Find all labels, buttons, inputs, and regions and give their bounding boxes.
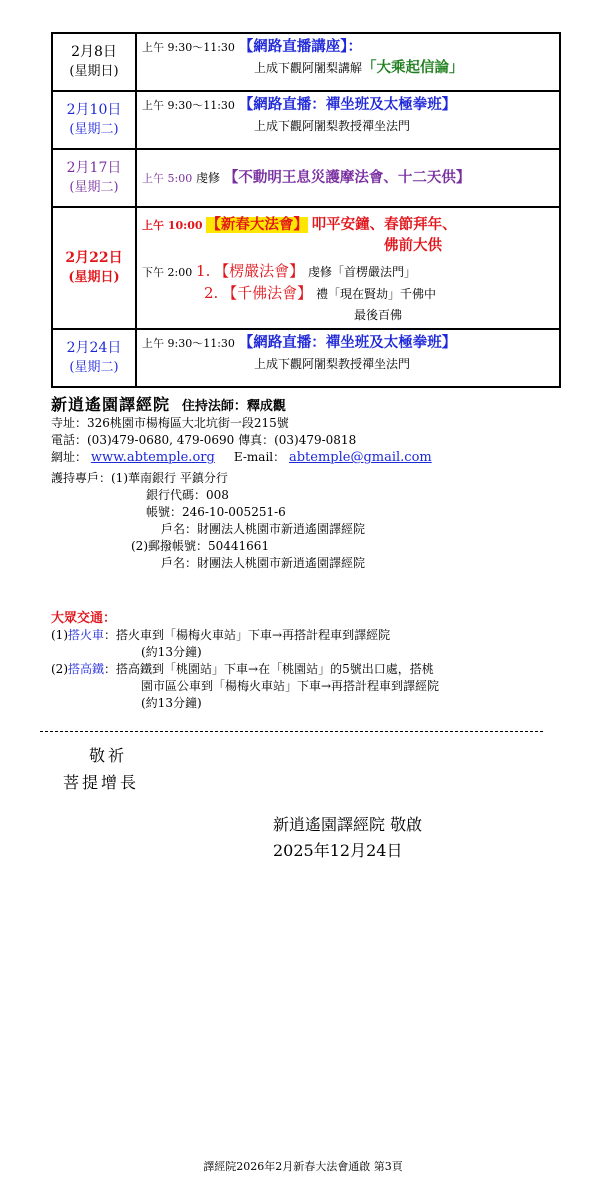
event-cell [137,208,559,328]
event-time: 上午 9:30～11:30 [142,99,235,112]
event-cell [137,92,559,148]
weekday: (星期二) [69,360,119,375]
event-sub-highlight: 「大乘起信論」 [362,60,464,76]
event-verb: 虔修 [196,170,221,185]
closing-line-1: 敬祈 [89,746,128,765]
schedule-table [51,32,561,388]
date-cell [53,208,137,328]
event-time: 上午 5:00 [142,171,193,185]
bank-code: 銀行代碼：008 [146,488,229,502]
web-label: 網址： [51,450,88,464]
transport-section [51,610,557,712]
signature: 新逍遙園譯經院 敬啟 [273,815,423,834]
account-number: 帳號：246-10-005251-6 [146,505,286,519]
date: 2月22日 [65,250,123,266]
weekday: (星期二) [69,180,119,195]
item-text: 禮「現在賢劫」千佛中 [315,287,436,301]
item-text: 虔修「首楞嚴法門」 [308,265,417,279]
email-label: E-mail： [233,450,286,464]
schedule-row [53,330,559,386]
item-number: 1. [196,262,211,280]
signature-date: 2025年12月24日 [273,841,403,860]
hsr-line [51,661,557,678]
hsr-label: 搭高鐵 [68,662,105,676]
event-cell [137,34,559,90]
event-title: 【網路直播：禪坐班及太極拳班】 [238,97,457,113]
date-cell [53,150,137,206]
event-sub [142,58,554,78]
weekday: (星期日) [69,64,119,79]
event-time: 上午 9:30～11:30 [142,41,235,54]
item-title: 【楞嚴法會】 [214,262,305,280]
temple-phone: 電話：(03)479-0680, 479-0690 傳真：(03)479-0818 [51,433,357,447]
event-time: 上午 9:30～11:30 [142,337,235,350]
schedule-row [53,92,559,150]
hsr-time: (約13分鐘) [141,696,202,710]
event-sub: 上成下觀阿闍梨教授禪坐法門 [254,119,411,133]
weekday: (星期二) [69,122,119,137]
event-time-afternoon: 下午 2:00 [142,266,193,279]
date: 2月24日 [66,340,122,356]
website-link[interactable]: www.abtemple.org [90,450,215,465]
schedule-row [53,150,559,208]
transport-title: 大眾交通： [51,611,117,626]
date-cell [53,92,137,148]
page-footer: 譯經院2026年2月新春大法會通啟 第3頁 [203,1160,403,1173]
event-title: 【網路直播講座】： [238,39,362,55]
event-cell [137,330,559,386]
temple-abbot: 住持法師：釋成觀 [181,399,286,414]
date: 2月10日 [66,102,122,118]
temple-name: 新逍遙園譯經院 [51,395,171,414]
event-title: 【不動明王息災護摩法會、十二天供】 [223,169,471,186]
event-cell [137,150,559,206]
schedule-row [53,208,559,330]
train-time: (約13分鐘) [141,645,202,659]
hsr-text: ：搭高鐵到「桃園站」下車→在「桃園站」的5號出口處，搭桃 [104,662,434,676]
postal-account: (2)郵撥帳號：50441661 [131,539,270,553]
date: 2月17日 [66,160,122,176]
date-cell [53,330,137,386]
hsr-num: (2) [51,662,68,676]
date: 2月8日 [71,44,117,60]
event-sub: 上成下觀阿闍梨教授禪坐法門 [254,357,411,371]
account-label: 護持專戶：(1)華南銀行 平鎮分行 [51,471,228,485]
item-number: 2. [204,284,219,302]
event-time: 上午 10:00 [142,219,203,232]
closing-line-2: 菩提增長 [63,773,140,792]
item-title: 【千佛法會】 [222,284,313,302]
item-text-continued: 最後百佛 [354,308,403,322]
email-link[interactable]: abtemple@gmail.com [288,450,432,465]
postal-name: 戶名：財團法人桃園市新逍遙園譯經院 [161,556,366,570]
event-sub-text: 上成下觀阿闍梨講解 [254,61,363,75]
account-name: 戶名：財團法人桃園市新逍遙園譯經院 [161,522,366,536]
event-title-rest: 叩平安鐘、春節拜年、 [311,217,457,233]
train-label: 搭火車 [68,628,105,642]
train-num: (1) [51,628,68,642]
dashed-divider [40,731,543,732]
temple-address: 寺址：326桃園市楊梅區大北坑街一段215號 [51,416,289,430]
temple-info [51,396,557,572]
train-line [51,627,557,644]
event-title: 【新春大法會】 [206,217,308,233]
hsr-text-continued: 園市區公車到「楊梅火車站」下車→再搭計程車到譯經院 [141,679,440,693]
event-title-rest2: 佛前大供 [384,238,442,254]
train-text: ：搭火車到「楊梅火車站」下車→再搭計程車到譯經院 [104,628,391,642]
event-title: 【網路直播：禪坐班及太極拳班】 [238,335,457,351]
temple-web [51,449,557,466]
date-cell [53,34,137,90]
schedule-row [53,34,559,92]
weekday: (星期日) [68,270,120,285]
